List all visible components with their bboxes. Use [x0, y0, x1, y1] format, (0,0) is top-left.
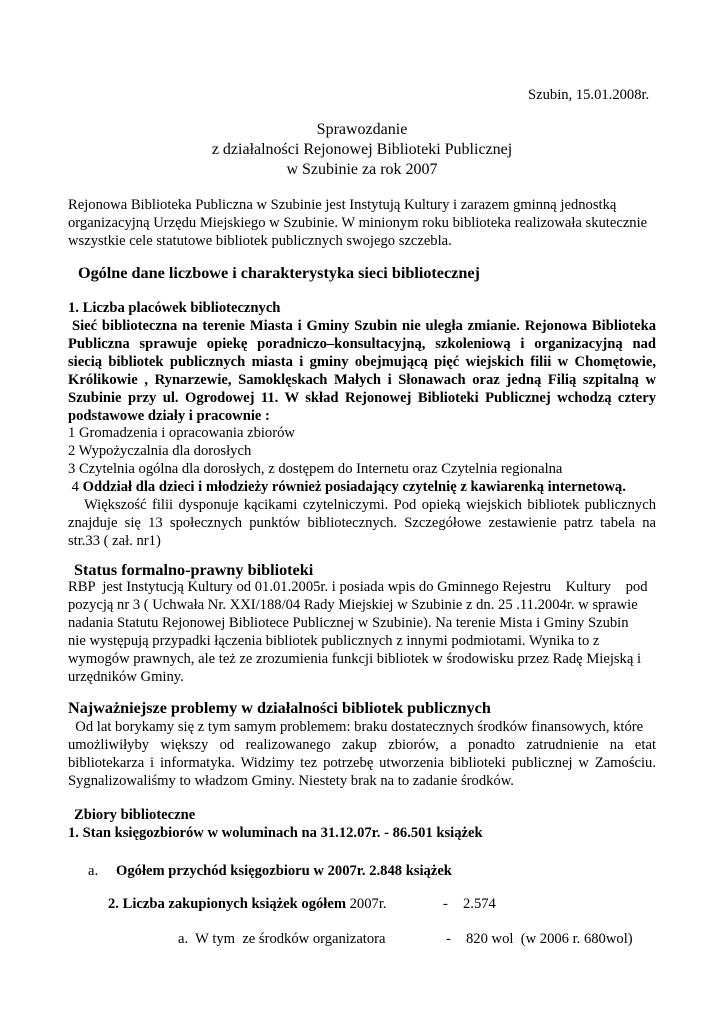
heading-status: Status formalno-prawny biblioteki: [74, 561, 314, 579]
stock-line: 1. Stan księgozbiorów w woluminach na 31.12.07r. - 86.501 książek: [68, 825, 483, 841]
status-line: RBP jest Instytucją Kultury od 01.01.2005r. i posiada wpis do Gminnego Rejestru Kultury pod: [68, 579, 648, 595]
problems-line: bibliotekarza i informatyka. Widzimy tez potrzebę utworzenia biblioteki publicznej w Zamościu.: [68, 755, 656, 771]
purchased-label-text: 2. Liczba zakupionych książek ogółem: [108, 896, 346, 912]
subheading-branches: 1. Liczba placówek bibliotecznych: [68, 300, 281, 316]
title-line-2: z działalności Rejonowej Biblioteki Publicznej: [211, 141, 513, 158]
network-line: Publiczna sprawuje opiekę poradniczo–konsultacyjną, szkoleniową i organizacyjną nad: [68, 336, 656, 352]
list-marker: a.: [88, 863, 99, 879]
purchased-dash: -: [443, 896, 448, 912]
department-text: Oddział dla dzieci i młodzieży również posiadający czytelnię z kawiarenką internetową.: [82, 479, 626, 495]
intake-line: Ogółem przychód księgozbioru w 2007r. 2.848 książek: [116, 863, 452, 879]
branches-line: str.33 ( zał. nr1): [68, 533, 161, 549]
network-line: podstawowe działy i pracownie :: [68, 408, 270, 424]
department-item: 2 Wypożyczalnia dla dorosłych: [68, 443, 252, 459]
purchased-year: 2007r.: [345, 896, 387, 912]
status-line: wymogów prawnych, ale też ze zrozumienia funkcji bibliotek w środowisku przez Radę Miejską i: [68, 651, 642, 667]
problems-line: Od lat borykamy się z tym samym problemem: braku dostatecznych środków finansowych, które: [68, 719, 644, 735]
intro-line: wszystkie cele statutowe bibliotek publicznych swojego szczebla.: [68, 233, 452, 249]
purchased-label: [108, 895, 387, 913]
organizer-value: 820 wol (w 2006 r. 680wol): [466, 931, 633, 947]
status-line: pozycją nr 3 ( Uchwała Nr. XXI/188/04 Rady Miejskiej w Szubinie z dn. 25 .11.2004r. w sprawie: [68, 597, 638, 613]
network-line: Królikowie , Rynarzewie, Samoklęskach Małych i Słonawach oraz jedną Filią szpitalną w: [68, 372, 656, 388]
department-item: [68, 478, 626, 496]
branches-line: Większość filii dysponuje kącikami czytelniczymi. Pod opieką wiejskich bibliotek publicznych: [68, 497, 656, 513]
organizer-dash: -: [446, 931, 451, 947]
network-line: siecią bibliotek publicznych miasta i gminy obejmującą pięć wiejskich filii w Chomętowie,: [68, 354, 656, 370]
status-line: nadania Statutu Rejonowej Bibliotece Publicznej w Szubinie). Na terenie Mista i Gminy Szubin: [68, 615, 629, 631]
heading-collections: Zbiory biblioteczne: [74, 807, 196, 823]
status-line: urzędników Gminy.: [68, 669, 184, 685]
purchased-value: 2.574: [463, 896, 496, 912]
organizer-label: a. W tym ze środków organizatora: [178, 931, 386, 947]
department-item: 3 Czytelnia ogólna dla dorosłych, z dostępem do Internetu oraz Czytelnia regionalna: [68, 461, 563, 477]
department-item: 1 Gromadzenia i opracowania zbiorów: [68, 425, 295, 441]
network-line: Szubinie przy ul. Ogrodowej 11. W skład Rejonowej Biblioteki Publicznej wchodzą cztery: [68, 390, 656, 406]
intro-line: Rejonowa Biblioteka Publiczna w Szubinie jest Instytują Kultury i zarazem gminną jednostką: [68, 197, 617, 213]
title-line-3: w Szubinie za rok 2007: [286, 161, 438, 178]
heading-general: Ogólne dane liczbowe i charakterystyka sieci bibliotecznej: [78, 264, 480, 282]
place-date: Szubin, 15.01.2008r.: [528, 87, 650, 103]
problems-line: umożliwiłyby większy od realizowanego zakup zbiorów, a ponadto zatrudnienie na etat: [68, 737, 656, 753]
intro-line: organizacyjną Urzędu Miejskiego w Szubinie. W minionym roku biblioteka realizowała skutecznie: [68, 215, 648, 231]
department-number: 4: [68, 479, 83, 495]
problems-line: Sygnalizowaliśmy to władzom Gminy. Niestety brak na to zadanie środków.: [68, 773, 514, 789]
status-line: nie występują przypadki łączenia bibliotek publicznych z innymi podmiotami. Wynika to z: [68, 633, 600, 649]
title-line-1: Sprawozdanie: [316, 121, 408, 138]
branches-line: znajduje się 13 społecznych punktów bibliotecznych. Szczegółowe zestawienie patrz tabela na: [68, 515, 656, 531]
heading-problems: Najważniejsze problemy w działalności bibliotek publicznych: [68, 699, 491, 717]
network-line: Sieć biblioteczna na terenie Miasta i Gminy Szubin nie uległa zmianie. Rejonowa Biblioteka: [72, 318, 656, 334]
